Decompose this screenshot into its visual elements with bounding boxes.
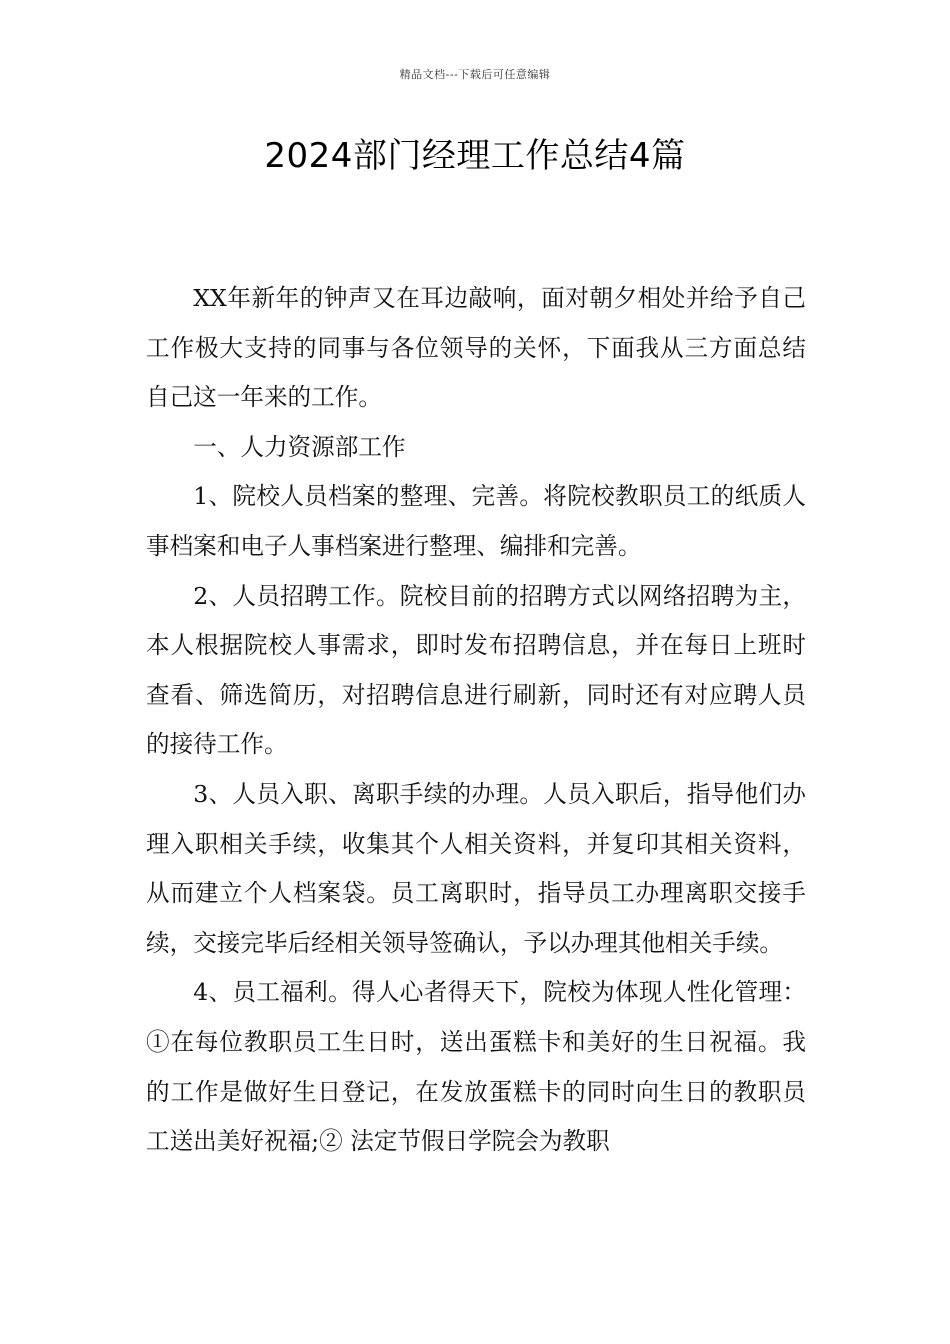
paragraph-item-2: 2、人员招聘工作。院校目前的招聘方式以网络招聘为主，本人根据院校人事需求，即时发布招聘信息，并在每日上班时查看、筛选简历，对招聘信息进行刷新，同时还有对应聘人员的接待工作。 [146,581,806,759]
header-note: 精品文档---下载后可任意编辑 [399,68,551,81]
document-body [146,274,806,1167]
section-heading-hr: 一、人力资源部工作 [193,432,406,461]
document-title: 2024部门经理工作总结4篇 [264,136,686,176]
paragraph-item-1: 1、院校人员档案的整理、完善。将院校教职员工的纸质人事档案和电子人事档案进行整理、编排和完善。 [146,482,806,560]
paragraph-item-3: 3、人员入职、离职手续的办理。人员入职后，指导他们办理入职相关手续，收集其个人相关资料，并复印其相关资料，从而建立个人档案袋。员工离职时，指导员工办理离职交接手续，交接完毕后经相关领导签确认，予以办理其他相关手续。 [146,779,806,957]
paragraph-intro: XX年新年的钟声又在耳边敲响，面对朝夕相处并给予自己工作极大支持的同事与各位领导的关怀，下面我从三方面总结自己这一年来的工作。 [146,284,806,412]
paragraph-item-4: 4、员工福利。得人心者得天下，院校为体现人性化管理：①在每位教职员工生日时，送出蛋糕卡和美好的生日祝福。我的工作是做好生日登记，在发放蛋糕卡的同时向生日的教职员工送出美好祝福;② 法定节假日学院会为教职 [146,978,806,1156]
